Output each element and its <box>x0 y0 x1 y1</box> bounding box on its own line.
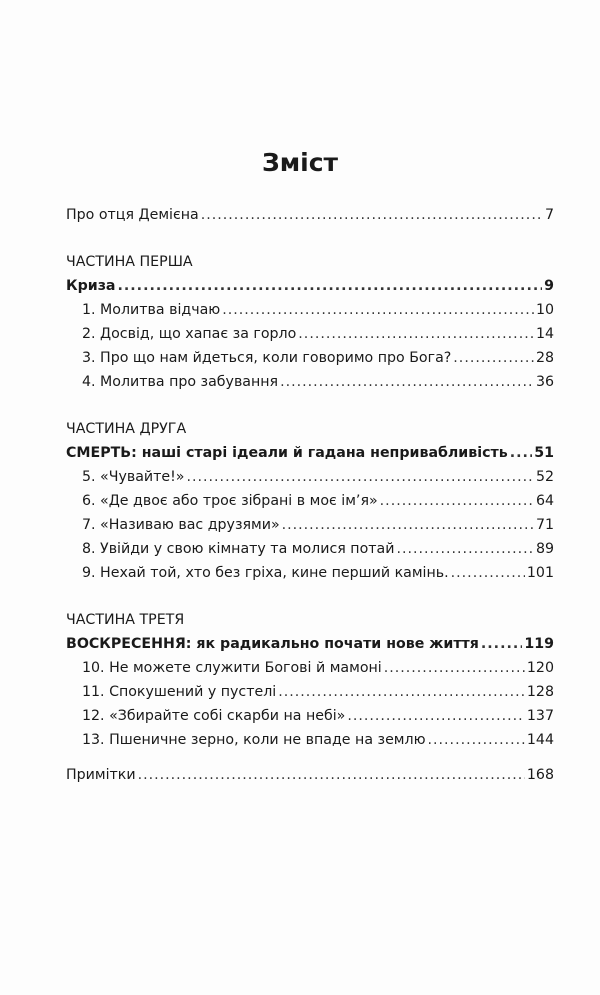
page-number: 168 <box>526 767 554 783</box>
part-heading: ЧАСТИНА ПЕРША <box>66 254 193 270</box>
entry-title: СМЕРТЬ: наші старі ідеали й гадана непривабливість <box>66 445 508 461</box>
entry-title: 6. «Де двоє або троє зібрані в моє ім’я» <box>82 493 378 509</box>
toc-chapter-entry <box>66 656 554 680</box>
dot-leader <box>451 561 525 585</box>
entry-title: 8. Увійди у свою кімнату та молися потай <box>82 541 395 557</box>
toc-chapter-entry <box>66 489 554 513</box>
entry-title: 5. «Чувайте!» <box>82 469 185 485</box>
entry-title: 9. Нехай той, хто без гріха, кине перший камінь. <box>82 565 449 581</box>
part-heading: ЧАСТИНА ДРУГА <box>66 421 187 437</box>
dot-leader <box>138 763 525 787</box>
toc-chapter-entry <box>66 346 554 370</box>
toc-chapter-entry <box>66 513 554 537</box>
part-heading: ЧАСТИНА ТРЕТЯ <box>66 612 185 628</box>
dot-leader <box>481 632 522 656</box>
page-number: 71 <box>535 517 554 533</box>
dot-leader <box>380 489 534 513</box>
page-number: 7 <box>544 207 554 223</box>
page-number: 36 <box>535 374 554 390</box>
dot-leader <box>298 322 534 346</box>
page-number: 52 <box>535 469 554 485</box>
dot-leader <box>453 346 534 370</box>
entry-title: 13. Пшеничне зерно, коли не впаде на землю <box>82 732 426 748</box>
toc-chapter-entry <box>66 370 554 394</box>
toc-entry <box>66 763 554 787</box>
entry-title: 1. Молитва відчаю <box>82 302 221 318</box>
page-number: 28 <box>535 350 554 366</box>
toc-section-entry <box>66 441 554 465</box>
dot-leader <box>510 441 533 465</box>
entry-title: 2. Досвід, що хапає за горло <box>82 326 297 342</box>
page-title: Зміст <box>261 148 339 177</box>
page-number: 120 <box>526 660 554 676</box>
dot-leader <box>222 298 534 322</box>
entry-title: 7. «Називаю вас друзями» <box>82 517 280 533</box>
entry-title: 10. Не можете служити Богові й мамоні <box>82 660 382 676</box>
page-number: 14 <box>535 326 554 342</box>
toc-chapter-entry <box>66 537 554 561</box>
dot-leader <box>201 203 543 227</box>
dot-leader <box>347 704 525 728</box>
dot-leader <box>278 680 525 704</box>
toc-chapter-entry <box>66 728 554 752</box>
table-of-contents <box>66 203 554 787</box>
entry-title: Про отця Демієна <box>66 207 199 223</box>
page-number: 144 <box>526 732 554 748</box>
toc-chapter-entry <box>66 298 554 322</box>
page-number: 10 <box>535 302 554 318</box>
entry-title: 11. Спокушений у пустелі <box>82 684 277 700</box>
toc-chapter-entry <box>66 322 554 346</box>
dot-leader <box>282 513 534 537</box>
page-number: 119 <box>524 636 554 652</box>
page-number: 101 <box>526 565 554 581</box>
page-number: 137 <box>526 708 554 724</box>
toc-chapter-entry <box>66 704 554 728</box>
entry-title: 12. «Збирайте собі скарби на небі» <box>82 708 346 724</box>
page-number: 64 <box>535 493 554 509</box>
page-number: 51 <box>534 445 554 461</box>
dot-leader <box>384 656 525 680</box>
entry-title: Криза <box>66 278 116 294</box>
toc-chapter-entry <box>66 465 554 489</box>
dot-leader <box>187 465 534 489</box>
dot-leader <box>428 728 525 752</box>
entry-title: Примітки <box>66 767 136 783</box>
toc-chapter-entry <box>66 561 554 585</box>
dot-leader <box>118 274 543 298</box>
page-number: 9 <box>544 278 554 294</box>
entry-title: 4. Молитва про забування <box>82 374 279 390</box>
entry-title: ВОСКРЕСЕННЯ: як радикально почати нове життя <box>66 636 479 652</box>
toc-chapter-entry <box>66 680 554 704</box>
page-number: 89 <box>535 541 554 557</box>
toc-section-entry <box>66 274 554 298</box>
toc-section-entry <box>66 632 554 656</box>
dot-leader <box>396 537 534 561</box>
dot-leader <box>280 370 534 394</box>
toc-entry <box>66 203 554 227</box>
page-number: 128 <box>526 684 554 700</box>
entry-title: 3. Про що нам йдеться, коли говоримо про Бога? <box>82 350 452 366</box>
